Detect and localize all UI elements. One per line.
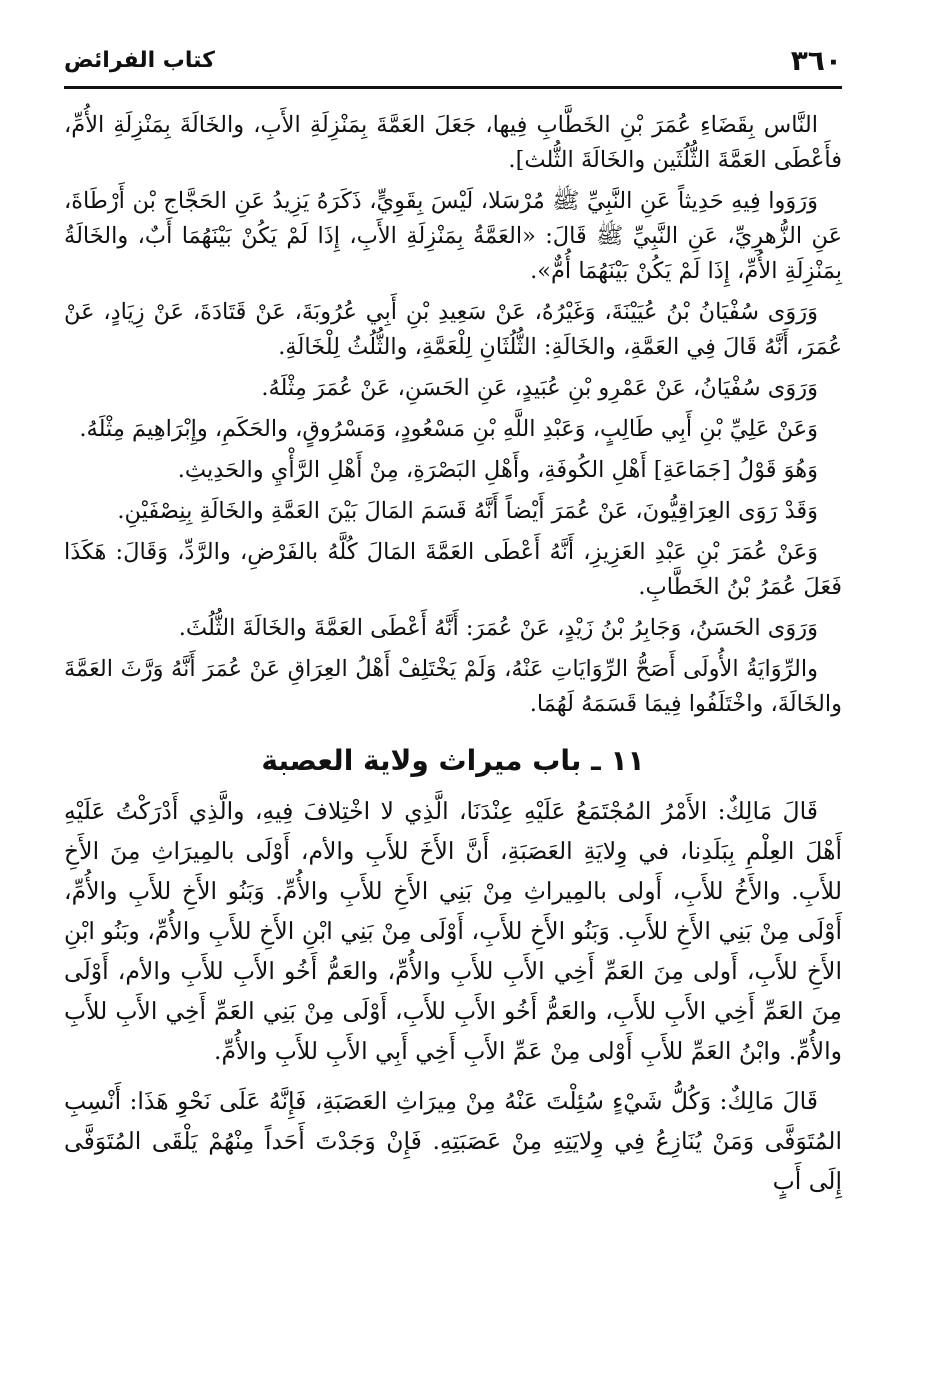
paragraph: قَالَ مَالِكٌ: وَكُلُّ شَيْءٍ سُئِلْتَ عَنْهُ مِنْ مِيرَاثِ العَصَبَةِ، فَإِنَّهُ عَلَى نَحْوِ هَذَا: أَنْسِبِ المُتَوَفَّى وَمَنْ يُنَازِعُ فِي وِلايَتِهِ مِنْ عَصَبَتِهِ. فَإِنْ وَجَدْتَ أَحَداً مِنْهُمْ يَلْقَى المُتَوَفَّى إِلَى أَبٍ <box>64 1087 842 1195</box>
paragraph: قَالَ مَالِكٌ: الأَمْرُ المُجْتَمَعُ عَلَيْهِ عِنْدَنَا، الَّذِي لا اخْتِلافَ فِيهِ، والَّذِي أَدْرَكْتُ عَلَيْهِ أَهْلَ العِلْمِ بِبَلَدِنا، في وِلايَةِ العَصَبَةِ، أَنَّ الأَخَ للأَبِ والأم، أَوْلَى بالمِيرَاثِ مِنَ الأَخِ للأَبِ. والأَخُ للأَبِ، أَولى بالمِيراثِ مِنْ بَنِي الأَخِ للأَبِ والأُمِّ. وَبَنُو الأَخِ للأَبِ والأُمِّ، أَوْلَى مِنْ بَنِي الأَخِ للأَبِ. وَبَنُو الأَخِ للأَبِ، أَوْلَى مِنْ بَنِي ابْنِ الأَخِ للأَبِ والأُمِّ، وبَنُو ابْنِ الأَخِ للأَبِ، أَولى مِنَ العَمِّ أَخِي الأَبِ للأَبِ والأُمِّ، والعَمُّ أَخُو الأَبِ للأَبِ والأم، أَوْلَى مِنَ العَمِّ أَخِي الأَبِ للأَبِ، والعَمُّ أَخُو الأَبِ للأَبِ، أَوْلَى مِنْ بَنِي العَمِّ أَخِي الأَبِ للأَبِ والأُمِّ. وابْنُ العَمِّ للأَبِ أَوْلى مِنْ عَمِّ الأَبِ أَخِي أَبِي الأَبِ للأَبِ والأُمِّ. <box>64 797 842 1065</box>
paragraph: وَعَنْ عُمَرَ بْنِ عَبْدِ العَزِيزِ، أَنَّهُ أَعْطَى العَمَّةَ المَالَ كُلَّهُ بالفَرْضِ، والرَّدِّ، وَقَالَ: هَكَذَا فَعَلَ عُمَرُ بْنُ الخَطَّابِ. <box>64 539 842 600</box>
paragraph: وَرَوَى سُفْيَانُ، عَنْ عَمْرِو بْنِ عُبَيدٍ، عَنِ الحَسَنِ، عَنْ عُمَرَ مِثْلَهُ. <box>261 375 818 401</box>
running-title: كتاب الفرائض <box>64 48 215 73</box>
section-heading: ١١ ـ باب ميراث ولاية العصبة <box>261 744 645 777</box>
paragraph: وَعَنْ عَلِيِّ بْنِ أَبِي طَالِبٍ، وَعَبْدِ اللَّهِ بْنِ مَسْعُودٍ، وَمَسْرُوقٍ، والحَكَمِ، وإِبْرَاهِيمَ مِثْلَهُ. <box>79 416 818 442</box>
paragraph: وَهُوَ قَوْلُ [جَمَاعَةِ] أَهْلِ الكُوفَةِ، وأَهْلِ البَصْرَةِ، مِنْ أَهْلِ الرَّأْيِ والحَدِيثِ. <box>177 457 818 483</box>
paragraph: النَّاس بِقَضَاءِ عُمَرَ بْنِ الخَطَّابِ فِيها، جَعَلَ العَمَّةَ بِمَنْزِلَةِ الأَبِ، والخَالَةَ بِمَنْزِلَةِ الأُمِّ، فأَعْطَى العَمَّةَ الثُّلُثَين والخَالَةَ الثُّلث]. <box>64 112 842 173</box>
paragraph: وَقَدْ رَوَى العِرَاقِيُّونَ، عَنْ عُمَرَ أَيْضاً أَنَّهُ قَسَمَ المَالَ بَيْنَ العَمَّةِ والخَالَةِ بِنِصْفَيْنِ. <box>117 498 818 524</box>
paragraph: وَرَوَى سُفْيَانُ بْنُ عُيَيْنَةَ، وَغَيْرُهُ، عَنْ سَعِيدِ بْنِ أَبِي عُرُوبَةَ، عَنْ قَتَادَةَ، عَنْ زِيَادٍ، عَنْ عُمَرَ، أَنَّهُ قَالَ فِي العَمَّةِ، والخَالَةِ: الثُّلُثَانِ لِلْعَمَّةِ، والثُّلُثُ لِلْخَالَةِ. <box>64 299 842 360</box>
paragraph: والرِّوَايَةُ الأُولَى أَصَحُّ الرِّوَايَاتِ عَنْهُ، وَلَمْ يَخْتَلِفْ أَهْلُ العِرَاقِ عَنْ عُمَرَ أَنَّهُ وَرَّثَ العَمَّةَ والخَالَةَ، واخْتَلَفُوا فِيمَا قَسَمَهُ لَهُمَا. <box>64 656 842 717</box>
paragraph: وَرَوَى الحَسَنُ، وَجَابِرُ بْنُ زَيْدٍ، عَنْ عُمَرَ: أَنَّهُ أَعْطَى العَمَّةَ والخَالَةَ الثُّلُثَ. <box>178 615 818 641</box>
page-header <box>64 40 842 89</box>
page-body <box>64 108 842 1211</box>
paragraph: وَرَوَوا فِيهِ حَدِيثاً عَنِ النَّبِيِّ ﷺ مُرْسَلا، لَيْسَ بِقَوِيٍّ، ذَكَرَهُ يَزِيدُ عَنِ الحَجَّاج بْن أَرْطَاةَ، عَنِ الزُّهرِيِّ، عَنِ النَّبِيِّ ﷺ قَالَ: «العَمَّةُ بِمَنْزِلَةِ الأَبِ، إِذَا لَمْ يَكُنْ بَيْنَهُمَا أَبٌ، والخَالَةُ بِمَنْزِلَةِ الأُمِّ، إِذَا لَمْ يَكُنْ بَيْنَهُمَا أُمٌّ». <box>64 188 842 284</box>
page-number: ٣٦٠ <box>790 44 842 77</box>
